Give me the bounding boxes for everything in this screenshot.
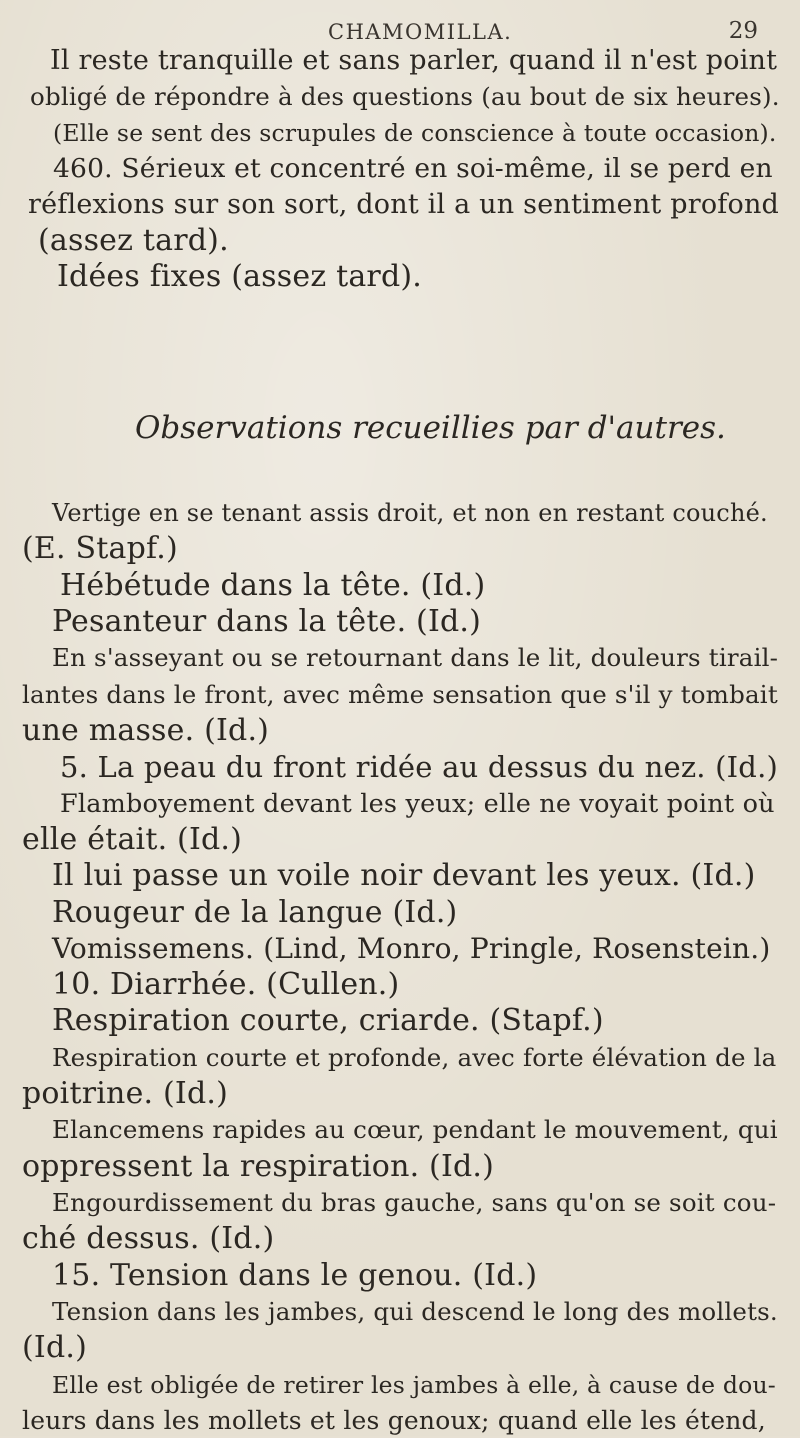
text-line: Engourdissement du bras gauche, sans qu'on se soit cou- (52, 1188, 777, 1217)
text-line: Flamboyement devant les yeux; elle ne voyait point où (60, 789, 775, 819)
text-line: (assez tard). (38, 223, 229, 258)
text-line: (Elle se sent des scrupules de conscience à toute occasion). (53, 119, 777, 147)
text-line: Il reste tranquille et sans parler, quand il n'est point (50, 45, 778, 76)
text-line: 5. La peau du front ridée au dessus du nez. (Id.) (60, 750, 779, 784)
text-line: poitrine. (Id.) (22, 1076, 228, 1111)
text-line: (Id.) (22, 1330, 87, 1365)
text-line: Respiration courte, criarde. (Stapf.) (52, 1003, 604, 1038)
text-line: Pesanteur dans la tête. (Id.) (52, 604, 482, 639)
text-line: leurs dans les mollets et les genoux; quand elle les étend, (22, 1406, 766, 1435)
text-line: 460. Sérieux et concentré en soi-même, il se perd en (53, 153, 773, 184)
running-head: CHAMOMILLA. (328, 20, 513, 44)
text-line: (E. Stapf.) (22, 531, 178, 566)
text-line: Elle est obligée de retirer les jambes à elle, à cause de dou- (52, 1371, 776, 1399)
text-line: Respiration courte et profonde, avec forte élévation de la (52, 1043, 777, 1072)
text-line: Vomissemens. (Lind, Monro, Pringle, Rosenstein.) (52, 932, 771, 965)
text-line: ché dessus. (Id.) (22, 1221, 275, 1256)
text-line: Il lui passe un voile noir devant les yeux. (Id.) (52, 858, 756, 893)
text-line: En s'asseyant ou se retournant dans le lit, douleurs tirail- (52, 643, 779, 672)
text-line: réflexions sur son sort, dont il a un sentiment profond (28, 189, 780, 220)
text-line: lantes dans le front, avec même sensation que s'il y tombait (22, 680, 778, 709)
text-line: Vertige en se tenant assis droit, et non en restant couché. (52, 499, 768, 527)
section-subheading: Observations recueillies par d'autres. (135, 410, 726, 446)
text-line: elle était. (Id.) (22, 822, 243, 857)
text-line: Elancemens rapides au cœur, pendant le mouvement, qui (52, 1115, 778, 1144)
text-line: Hébétude dans la tête. (Id.) (60, 568, 486, 603)
text-line: Idées fixes (assez tard). (57, 259, 422, 294)
text-line: 15. Tension dans le genou. (Id.) (52, 1258, 538, 1293)
text-line: obligé de répondre à des questions (au bout de six heures). (30, 82, 780, 111)
text-line: Rougeur de la langue (Id.) (52, 895, 458, 930)
text-line: une masse. (Id.) (22, 713, 270, 748)
text-line: oppressent la respiration. (Id.) (22, 1149, 495, 1184)
page-number: 29 (728, 18, 758, 44)
text-line: Tension dans les jambes, qui descend le long des mollets. (52, 1297, 778, 1326)
text-line: 10. Diarrhée. (Cullen.) (52, 967, 400, 1002)
